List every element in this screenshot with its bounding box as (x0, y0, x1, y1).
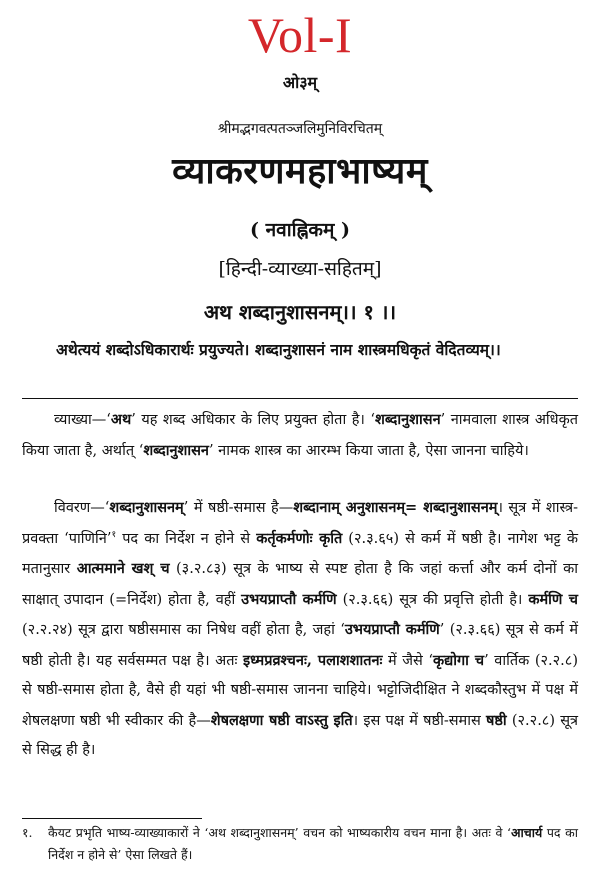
bold-term: आचार्य (511, 825, 543, 840)
footnote-divider (22, 818, 202, 819)
bold-term: कर्तृकर्मणोः कृति (256, 529, 343, 547)
volume-label: Vol-I (247, 7, 353, 63)
text-run: —‘ (91, 412, 111, 428)
author-line: श्रीमद्भगवत्पतञ्जलिमुनिविरचितम् (217, 121, 383, 137)
bold-term: शब्दानुशासन (374, 411, 441, 428)
footnote-marker: १ (111, 529, 117, 540)
bold-term: इध्मप्रव्रश्चनः, पलाशशातनः (242, 651, 383, 669)
text-run: ’ यह शब्द अधिकार के लिए प्रयुक्त होता है। ‘ (131, 412, 375, 428)
text-run: ’ (२.३.६६) सूत्र से कर्म में षष्ठी होती है। यह सर्वसम्मत पक्ष है। अतः (22, 622, 579, 669)
bold-term: उभयप्राप्तौ कर्मणि (344, 621, 440, 638)
sutra-heading: अथ शब्दानुशासनम्।। १ ।। (203, 300, 397, 324)
vivarana-paragraph (22, 493, 578, 766)
commentary-note: [हिन्दी-व्याख्या-सहितम्] (218, 258, 382, 280)
text-run: पद का निर्देश न होने से’ ऐसा लिखते हैं। (48, 825, 578, 862)
bold-term: अथ (110, 411, 132, 428)
text-run: (३.२.८३) सूत्र के भाष्य से स्पष्ट होता है कि जहां कर्त्ता और कर्म दोनों का साक्षात् उपादान (=निर्देश) होता है, वहीं (22, 561, 578, 608)
bold-term: शेषलक्षणा षष्ठी वाऽस्तु इति (210, 711, 353, 729)
bold-term: आत्ममाने खश् च (76, 560, 170, 577)
text-run: ’ नामवाला शास्त्र अधिकृत किया जाता है, अर्थात् ‘ (22, 412, 578, 459)
om-invocation: ओ३म् (282, 73, 318, 92)
text-run: ’ नामक शास्त्र का आरम्भ किया जाता है, ऐसा जानना चाहिये। (208, 442, 529, 459)
bold-term: उभयप्राप्तौ कर्मणि (241, 590, 337, 608)
section-divider (22, 398, 578, 399)
text-run: (२.२.८) सूत्र से सिद्ध ही है। (22, 712, 579, 758)
text-run: ’ वार्तिक (२.२.८) से षष्ठी-समास होता है, वैसे ही यहां भी षष्ठी-समास जानना चाहिये। भट्टोजिदीक्षित ने शब्दकौस्तुभ में पक्ष में शेषलक्षणा षष्ठी भी स्वीकार की है— (22, 652, 578, 729)
footnote-number: १. (22, 825, 33, 840)
bold-term: कर्मणि च (528, 590, 578, 608)
text-run: ’ में षष्ठी-समास है— (183, 500, 294, 516)
text-run: कैयट प्रभृति भाष्य-व्याख्याकारों ने ‘अथ शब्दानुशासनम्’ वचन को भाष्यकारीय वचन माना है। अतः वे ‘ (48, 825, 512, 840)
book-subtitle: ( नवाह्निकम् ) (250, 219, 350, 241)
text-run: (२.३.६५) से कर्म में षष्ठी है। नागेश भट्ट के मतानुसार (22, 530, 578, 577)
sutra-text: अथेत्ययं शब्दोऽधिकारार्थः प्रयुज्यते। शब्दानुशासनं नाम शास्त्रमधिकृतं वेदितव्यम्।। (56, 340, 501, 359)
text-run: । सूत्र में शास्त्र-प्रवक्ता ‘पाणिनि’ (22, 500, 578, 547)
vivarana-label: विवरण (54, 500, 91, 516)
bold-term: शब्दानुशासन (143, 441, 209, 459)
bold-term: षष्ठी (485, 711, 507, 729)
text-run: —‘ (90, 500, 110, 516)
text-run: । इस पक्ष में षष्ठी-समास (352, 712, 486, 729)
vyakhya-label: व्याख्या (54, 412, 92, 428)
text-run: पद का निर्देश न होने से (116, 530, 257, 547)
footnote (22, 822, 578, 866)
bold-term: शब्दानुशासनम् (109, 499, 184, 516)
book-title: व्याकरणमहाभाष्यम् (172, 150, 428, 192)
vyakhya-paragraph (22, 405, 578, 466)
bold-term: शब्दानाम् अनुशासनम्= शब्दानुशासनम् (293, 499, 498, 516)
text-run: (२.३.६६) सूत्र की प्रवृत्ति होती है। (336, 591, 529, 608)
text-run: में जैसे ‘ (382, 652, 433, 669)
bold-term: कृद्योगा च (432, 651, 485, 669)
text-run: (२.२.२४) सूत्र द्वारा षष्ठीसमास का निषेध वहीं होता है, जहां ‘ (22, 622, 345, 638)
